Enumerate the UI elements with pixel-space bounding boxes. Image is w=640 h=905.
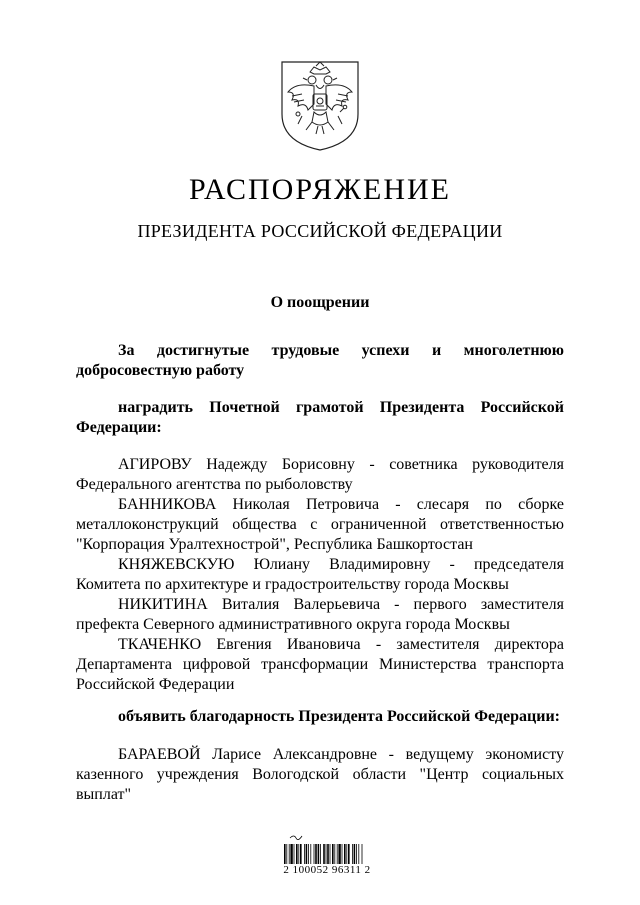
award-list	[76, 455, 564, 695]
document-subject: О поощрении	[270, 294, 370, 311]
barcode-number: 2 100052 96311 2	[283, 864, 371, 876]
award-list-item: БАННИКОВА Николая Петровича - слесаря по сборке металлоконструкций общества с ограниченной ответственностью "Корпорация Уралтехнострой", Республика Башкортостан	[76, 496, 564, 553]
preamble-text: За достигнутые трудовые успехи и многолетнюю добросовестную работу	[76, 342, 564, 379]
award-section-heading: наградить Почетной грамотой Президента Российской Федерации:	[76, 399, 564, 436]
award-list-item: ТКАЧЕНКО Евгения Ивановича - заместителя директора Департамента цифровой трансформации Министерства транспорта Российской Федерации	[76, 636, 564, 693]
thanks-list	[76, 745, 564, 805]
award-list-item: КНЯЖЕВСКУЮ Юлиану Владимировну - председателя Комитета по архитектуре и градостроительству города Москвы	[76, 556, 564, 593]
award-list-item: НИКИТИНА Виталия Валерьевича - первого заместителя префекта Северного административного округа города Москвы	[76, 596, 564, 633]
coat-of-arms-emblem	[276, 58, 364, 152]
award-list-item: АГИРОВУ Надежду Борисовну - советника руководителя Федерального агентства по рыболовству	[76, 456, 564, 493]
document-title: РАСПОРЯЖЕНИЕ	[188, 173, 452, 206]
thanks-list-item: БАРАЕВОЙ Ларисе Александровне - ведущему экономисту казенного учреждения Вологодской области "Центр социальных выплат"	[76, 746, 564, 803]
thanks-section-heading: объявить благодарность Президента Российской Федерации:	[118, 708, 560, 725]
document-subtitle: ПРЕЗИДЕНТА РОССИЙСКОЙ ФЕДЕРАЦИИ	[137, 221, 503, 241]
